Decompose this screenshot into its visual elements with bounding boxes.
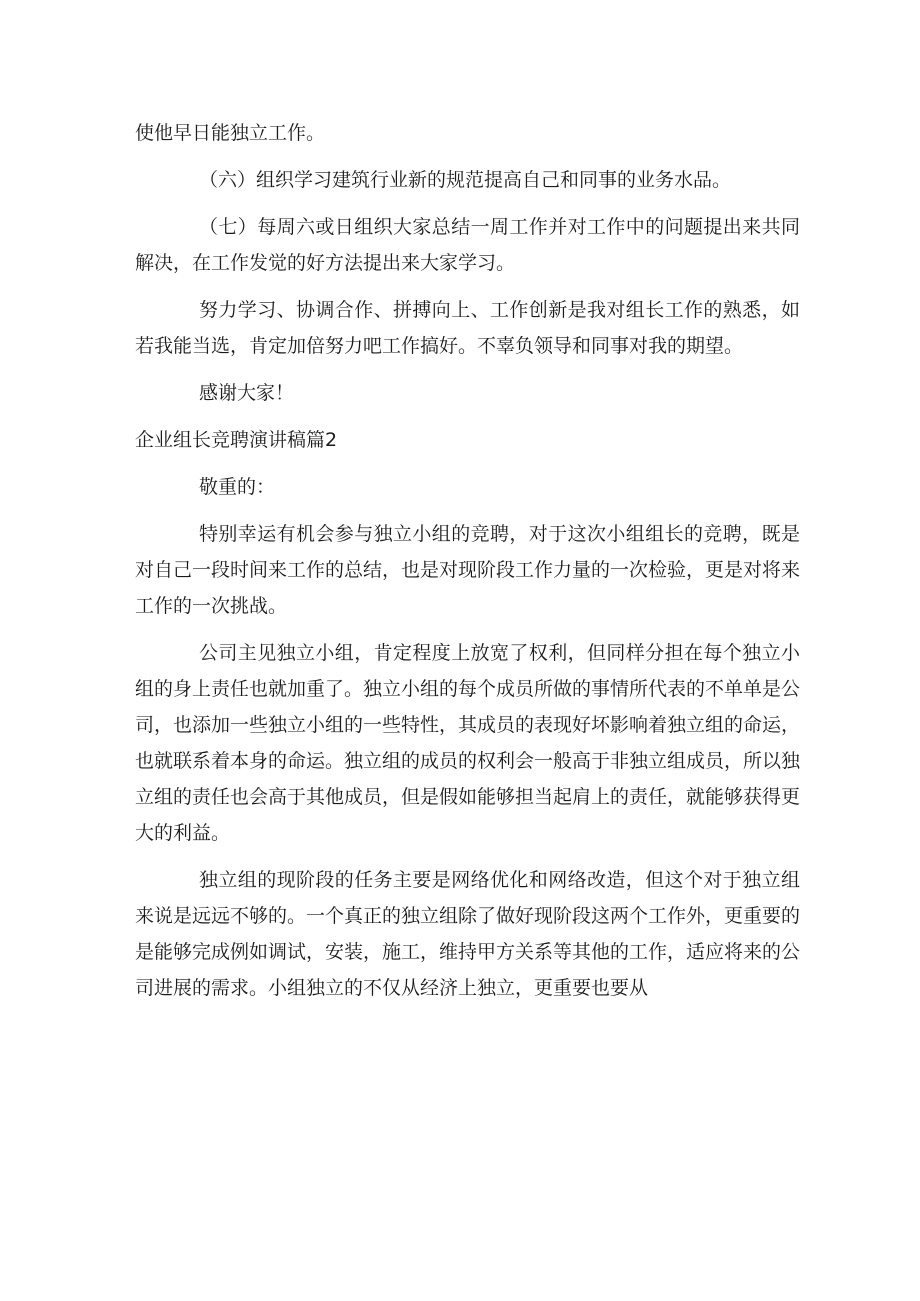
paragraph: 特别幸运有机会参与独立小组的竞聘，对于这次小组组长的竞聘，既是对自己一段时间来工作的总结，也是对现阶段工作力量的一次检验，更是对将来工作的一次挑战。 [135,523,801,617]
section-heading: 企业组长竞聘演讲稿篇2 [135,429,338,451]
document-body [135,115,800,1017]
paragraph: （七）每周六或日组织大家总结一周工作并对工作中的问题提出来共同解决，在工作发觉的好方法提出来大家学习。 [135,216,800,274]
paragraph: 努力学习、协调合作、拼搏向上、工作创新是我对组长工作的熟悉，如若我能当选，肯定加倍努力吧工作搞好。不辜负领导和同事对我的期望。 [135,299,800,357]
paragraph: 感谢大家！ [199,382,295,404]
salutation: 敬重的： [199,476,276,498]
paragraph: 公司主见独立小组，肯定程度上放宽了权利，但同样分担在每个独立小组的身上责任也就加重了。独立小组的每个成员所做的事情所代表的不单单是公司，也添加一些独立小组的一些特性，其成员的表现好坏影响着独立组的命运，也就联系着本身的命运。独立组的成员的权利会一般高于非独立组成员，所以独立组的责任也会高于其他成员，但是假如能够担当起肩上的责任，就能够获得更大的利益。 [135,642,801,844]
paragraph: 独立组的现阶段的任务主要是网络优化和网络改造，但这个对于独立组来说是远远不够的。一个真正的独立组除了做好现阶段这两个工作外，更重要的是能够完成例如调试，安装，施工，维持甲方关系等其他的工作，适应将来的公司进展的需求。小组独立的不仅从经济上独立，更重要也要从 [135,869,801,999]
paragraph: 使他早日能独立工作。 [135,122,326,144]
paragraph: （六）组织学习建筑行业新的规范提高自己和同事的业务水品。 [199,169,732,191]
